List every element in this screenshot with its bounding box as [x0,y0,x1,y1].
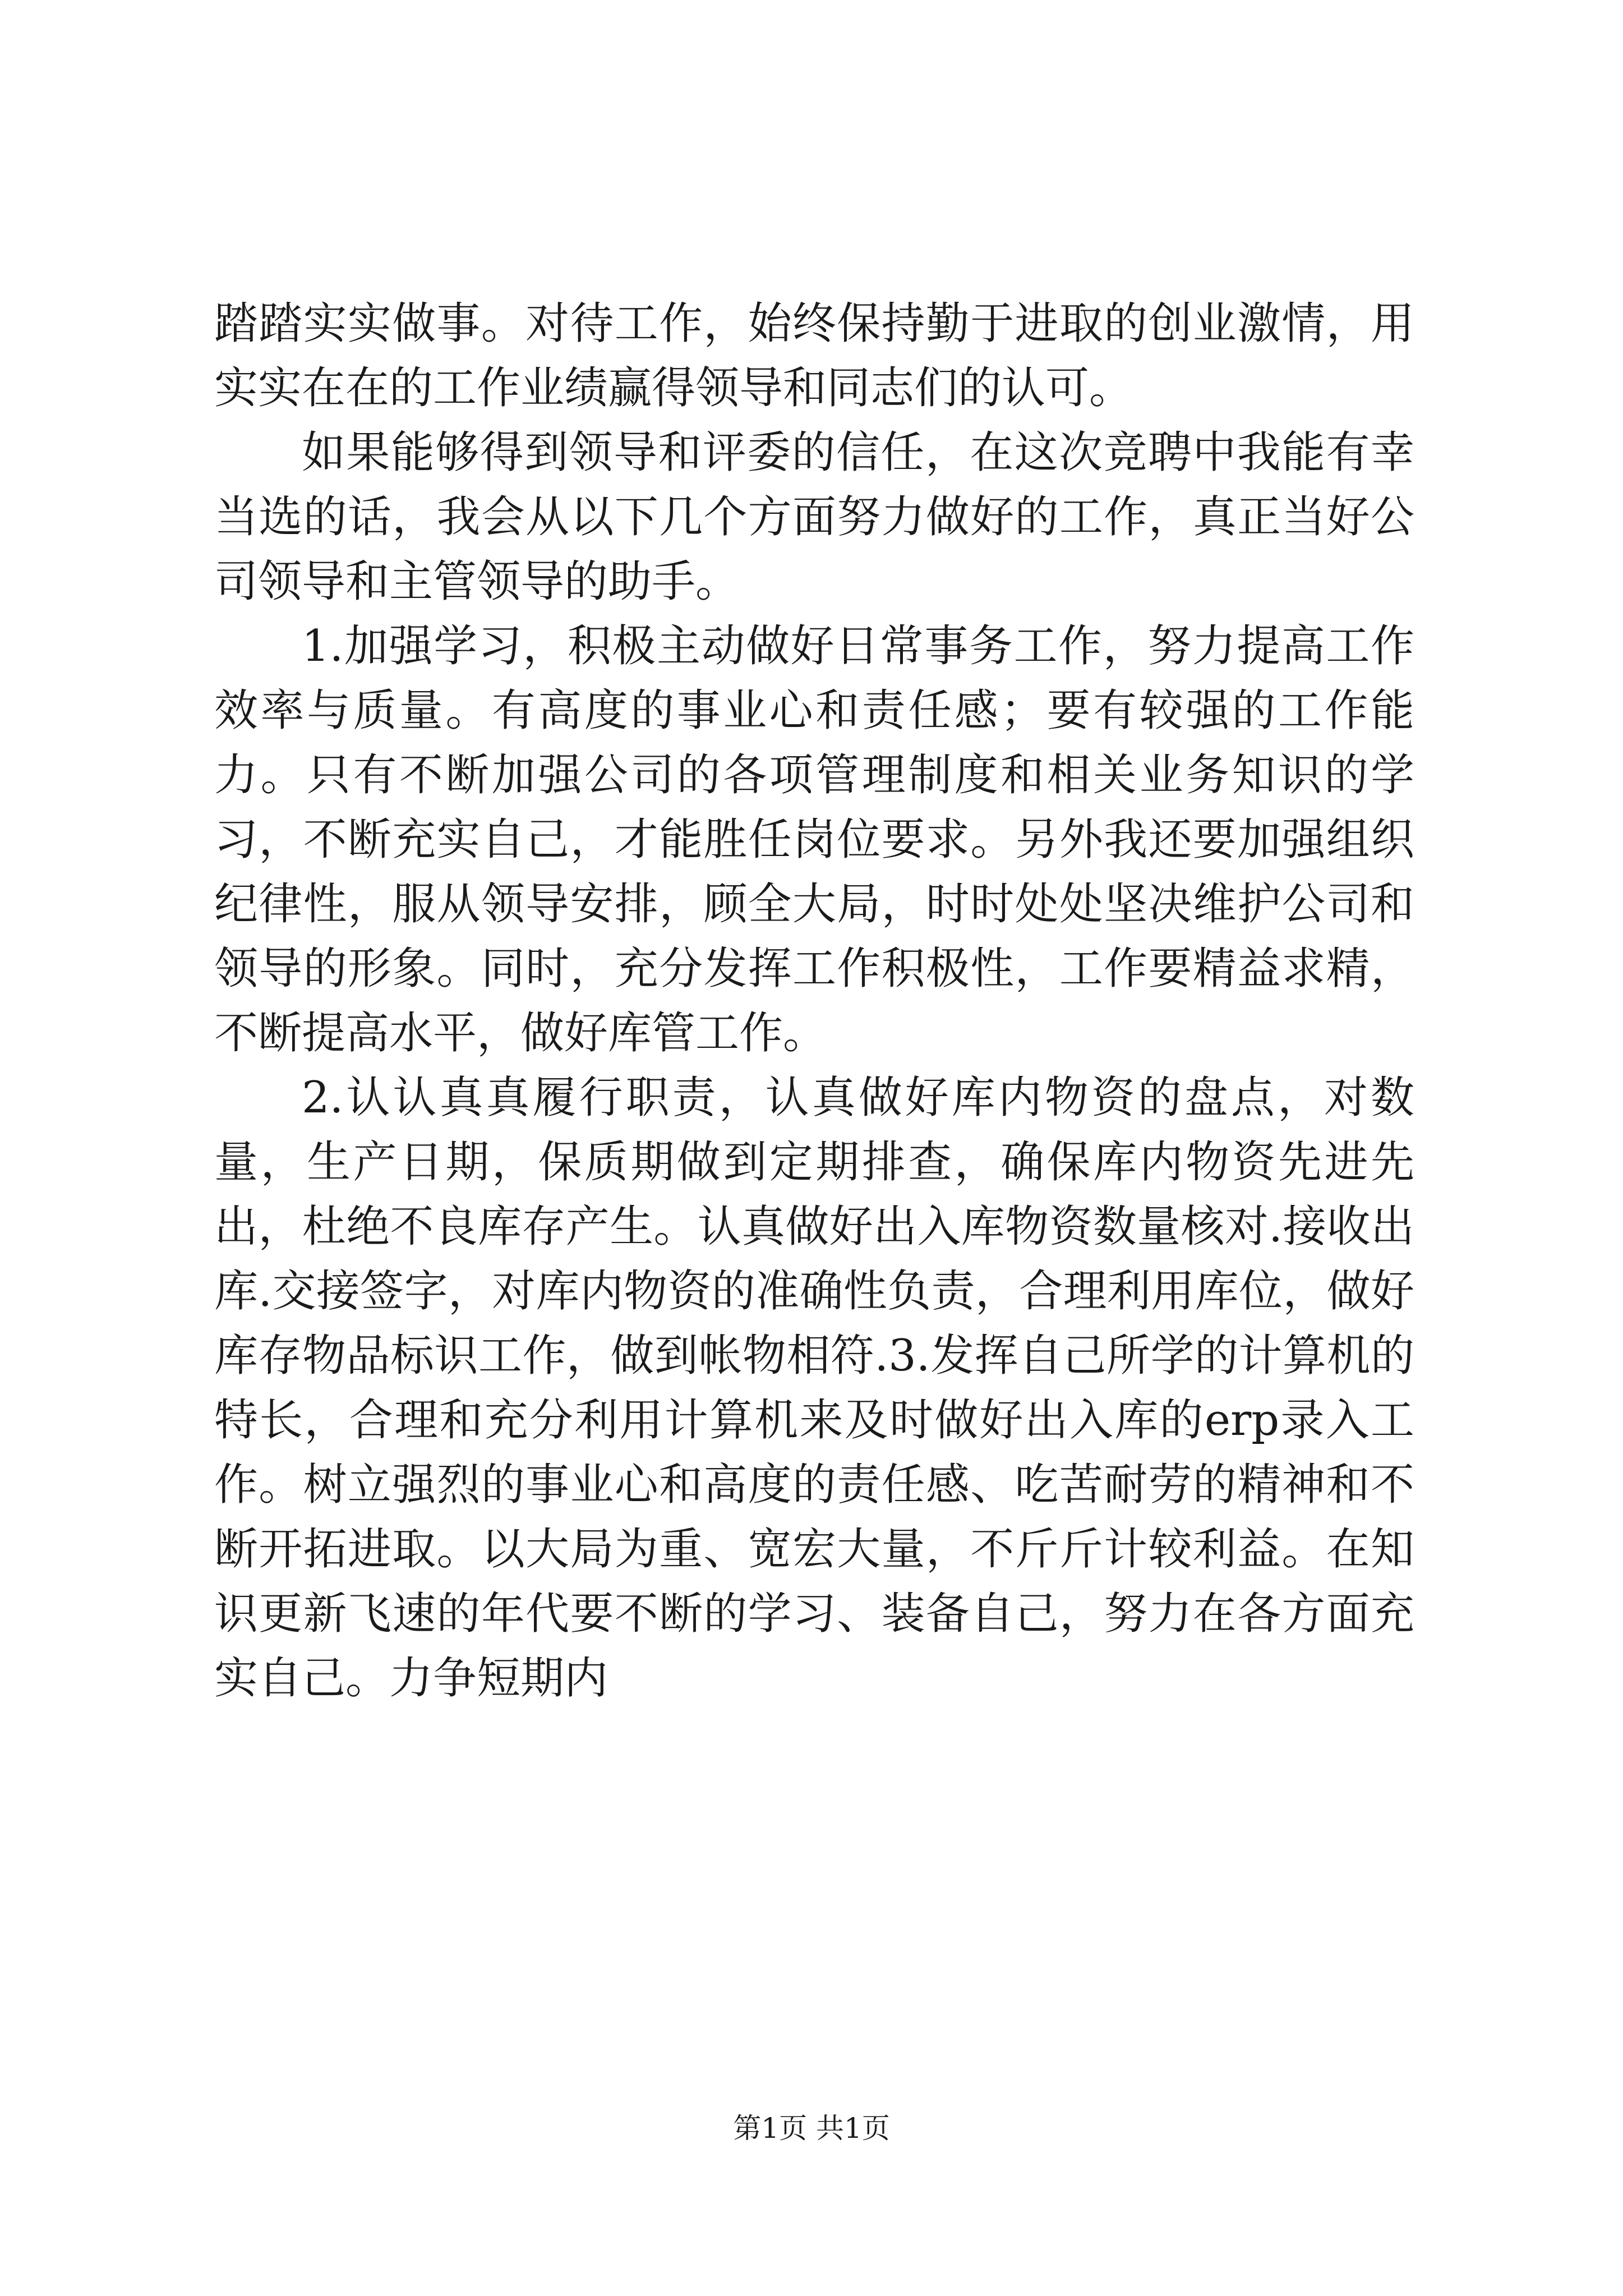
paragraph-3: 1.加强学习，积极主动做好日常事务工作，努力提高工作效率与质量。有高度的事业心和责任感；要有较强的工作能力。只有不断加强公司的各项管理制度和相关业务知识的学习，不断充实自己，才能胜任岗位要求。另外我还要加强组织纪律性，服从领导安排，顾全大局，时时处处坚决维护公司和领导的形象。同时，充分发挥工作积极性，工作要精益求精，不断提高水平，做好库管工作。 [214,621,1414,1059]
page-footer: 第1页 共1页 [733,2112,890,2145]
paragraph-4: 2.认认真真履行职责，认真做好库内物资的盘点，对数量，生产日期，保质期做到定期排查，确保库内物资先进先出，杜绝不良库存产生。认真做好出入库物资数量核对.接收出库.交接签字，对库内物资的准确性负责，合理利用库位，做好库存物品标识工作，做到帐物相符.3.发挥自己所学的计算机的特长，合理和充分利用计算机来及时做好出入库的erp录入工作。树立强烈的事业心和高度的责任感、吃苦耐劳的精神和不断开拓进取。以大局为重、宽宏大量，不斤斤计较利益。在知识更新飞速的年代要不断的学习、装备自己，努力在各方面充实自己。力争短期内 [214,1073,1414,1704]
paragraph-2: 如果能够得到领导和评委的信任，在这次竞聘中我能有幸当选的话，我会从以下几个方面努力做好的工作，真正当好公司领导和主管领导的助手。 [214,427,1414,607]
body-text [214,292,1414,1711]
paragraph-1: 踏踏实实做事。对待工作，始终保持勤于进取的创业激情，用实实在在的工作业绩赢得领导和同志们的认可。 [214,298,1414,413]
